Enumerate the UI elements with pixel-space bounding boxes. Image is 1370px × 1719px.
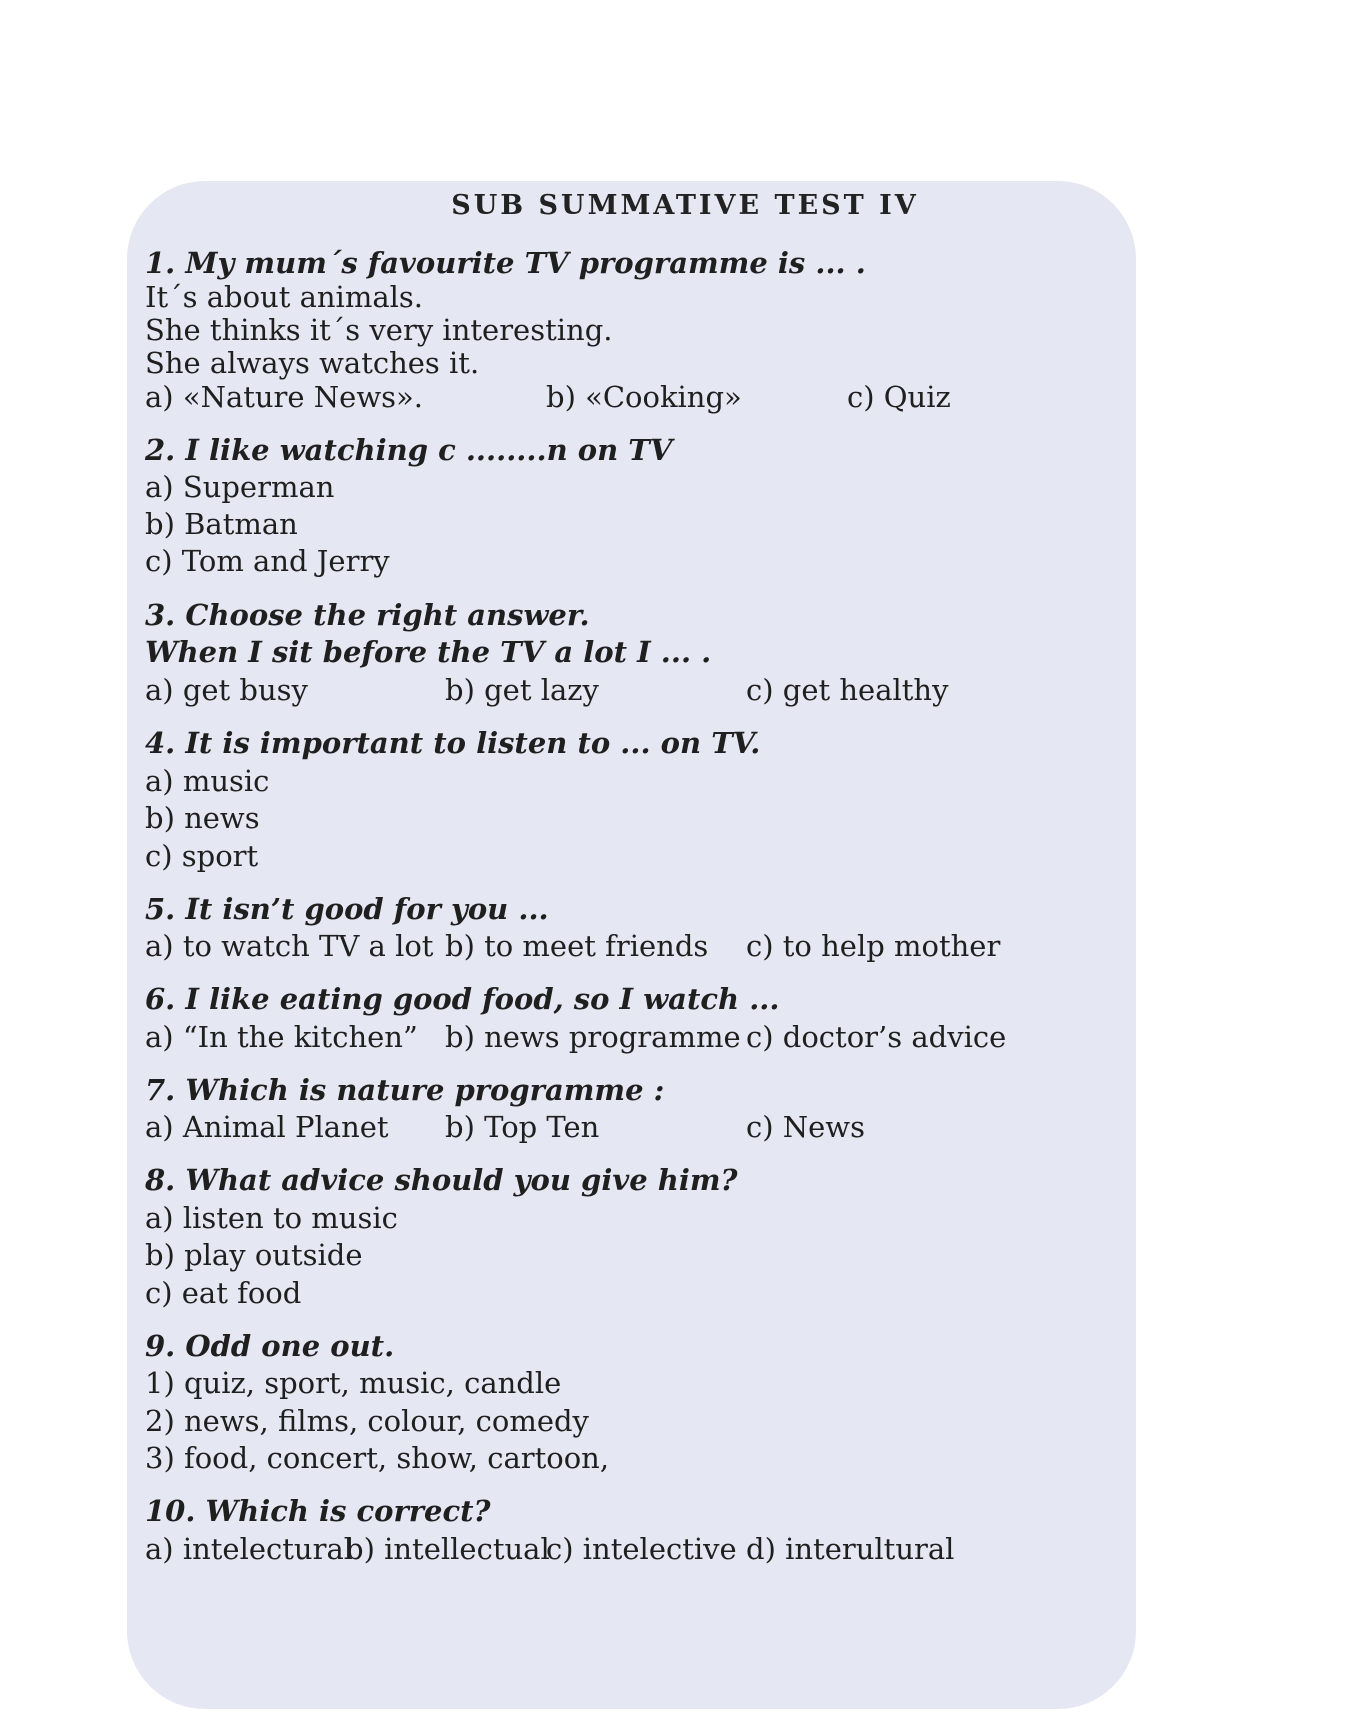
q5-option-b: b) to meet friends [445, 929, 709, 963]
question-8: 8. What advice should you give him? [145, 1163, 738, 1197]
q10-option-c: c) intelective [546, 1532, 737, 1566]
page-title: SUB SUMMATIVE TEST IV [451, 190, 919, 221]
q4-option-b: b) news [145, 801, 260, 835]
q1-option-a: a) «Nature News». [145, 380, 424, 414]
q9-option-1: 1) quiz, sport, music, candle [145, 1366, 562, 1400]
q5-option-c: c) to help mother [746, 929, 1001, 963]
q4-option-a: a) music [145, 764, 270, 798]
q6-option-b: b) news programme [445, 1020, 741, 1054]
q7-option-a: a) Animal Planet [145, 1110, 389, 1144]
question-3: 3. Choose the right answer. [145, 598, 590, 632]
question-5: 5. It isn’t good for you ... [145, 892, 549, 926]
question-1-line-3: She always watches it. [145, 346, 480, 380]
question-1-line-1: It´s about animals. [145, 280, 423, 314]
q1-option-b: b) «Cooking» [546, 380, 742, 414]
q7-option-c: c) News [746, 1110, 866, 1144]
q7-option-b: b) Top Ten [445, 1110, 600, 1144]
q2-option-a: a) Superman [145, 470, 335, 504]
question-6: 6. I like eating good food, so I watch ... [145, 982, 780, 1016]
question-2: 2. I like watching c ........n on TV [145, 433, 673, 467]
question-10: 10. Which is correct? [145, 1494, 491, 1528]
q2-option-b: b) Batman [145, 507, 298, 541]
q3-option-b: b) get lazy [445, 673, 599, 707]
question-1-line-2: She thinks it´s very interesting. [145, 313, 613, 347]
q10-option-d: d) interultural [746, 1532, 955, 1566]
q6-option-a: a) “In the kitchen” [145, 1020, 418, 1054]
q8-option-c: c) eat food [145, 1276, 302, 1310]
q4-option-c: c) sport [145, 839, 259, 873]
q1-option-c: c) Quiz [847, 380, 951, 414]
question-9: 9. Odd one out. [145, 1329, 395, 1363]
q10-option-b: b) intellectual [345, 1532, 550, 1566]
q9-option-2: 2) news, films, colour, comedy [145, 1404, 589, 1438]
q3-option-c: c) get healthy [746, 673, 949, 707]
question-3-prompt: When I sit before the TV a lot I ... . [145, 635, 712, 669]
question-7: 7. Which is nature programme : [145, 1073, 665, 1107]
q8-option-b: b) play outside [145, 1238, 363, 1272]
q8-option-a: a) listen to music [145, 1201, 398, 1235]
q5-option-a: a) to watch TV a lot [145, 929, 434, 963]
q3-option-a: a) get busy [145, 673, 308, 707]
q10-option-a: a) intelectural [145, 1532, 354, 1566]
q6-option-c: c) doctor’s advice [746, 1020, 1007, 1054]
question-4: 4. It is important to listen to ... on TV. [145, 726, 761, 760]
q9-option-3: 3) food, concert, show, cartoon, [145, 1441, 610, 1475]
question-1: 1. My mum´s favourite TV programme is ... . [145, 246, 866, 280]
q2-option-c: c) Tom and Jerry [145, 544, 390, 578]
